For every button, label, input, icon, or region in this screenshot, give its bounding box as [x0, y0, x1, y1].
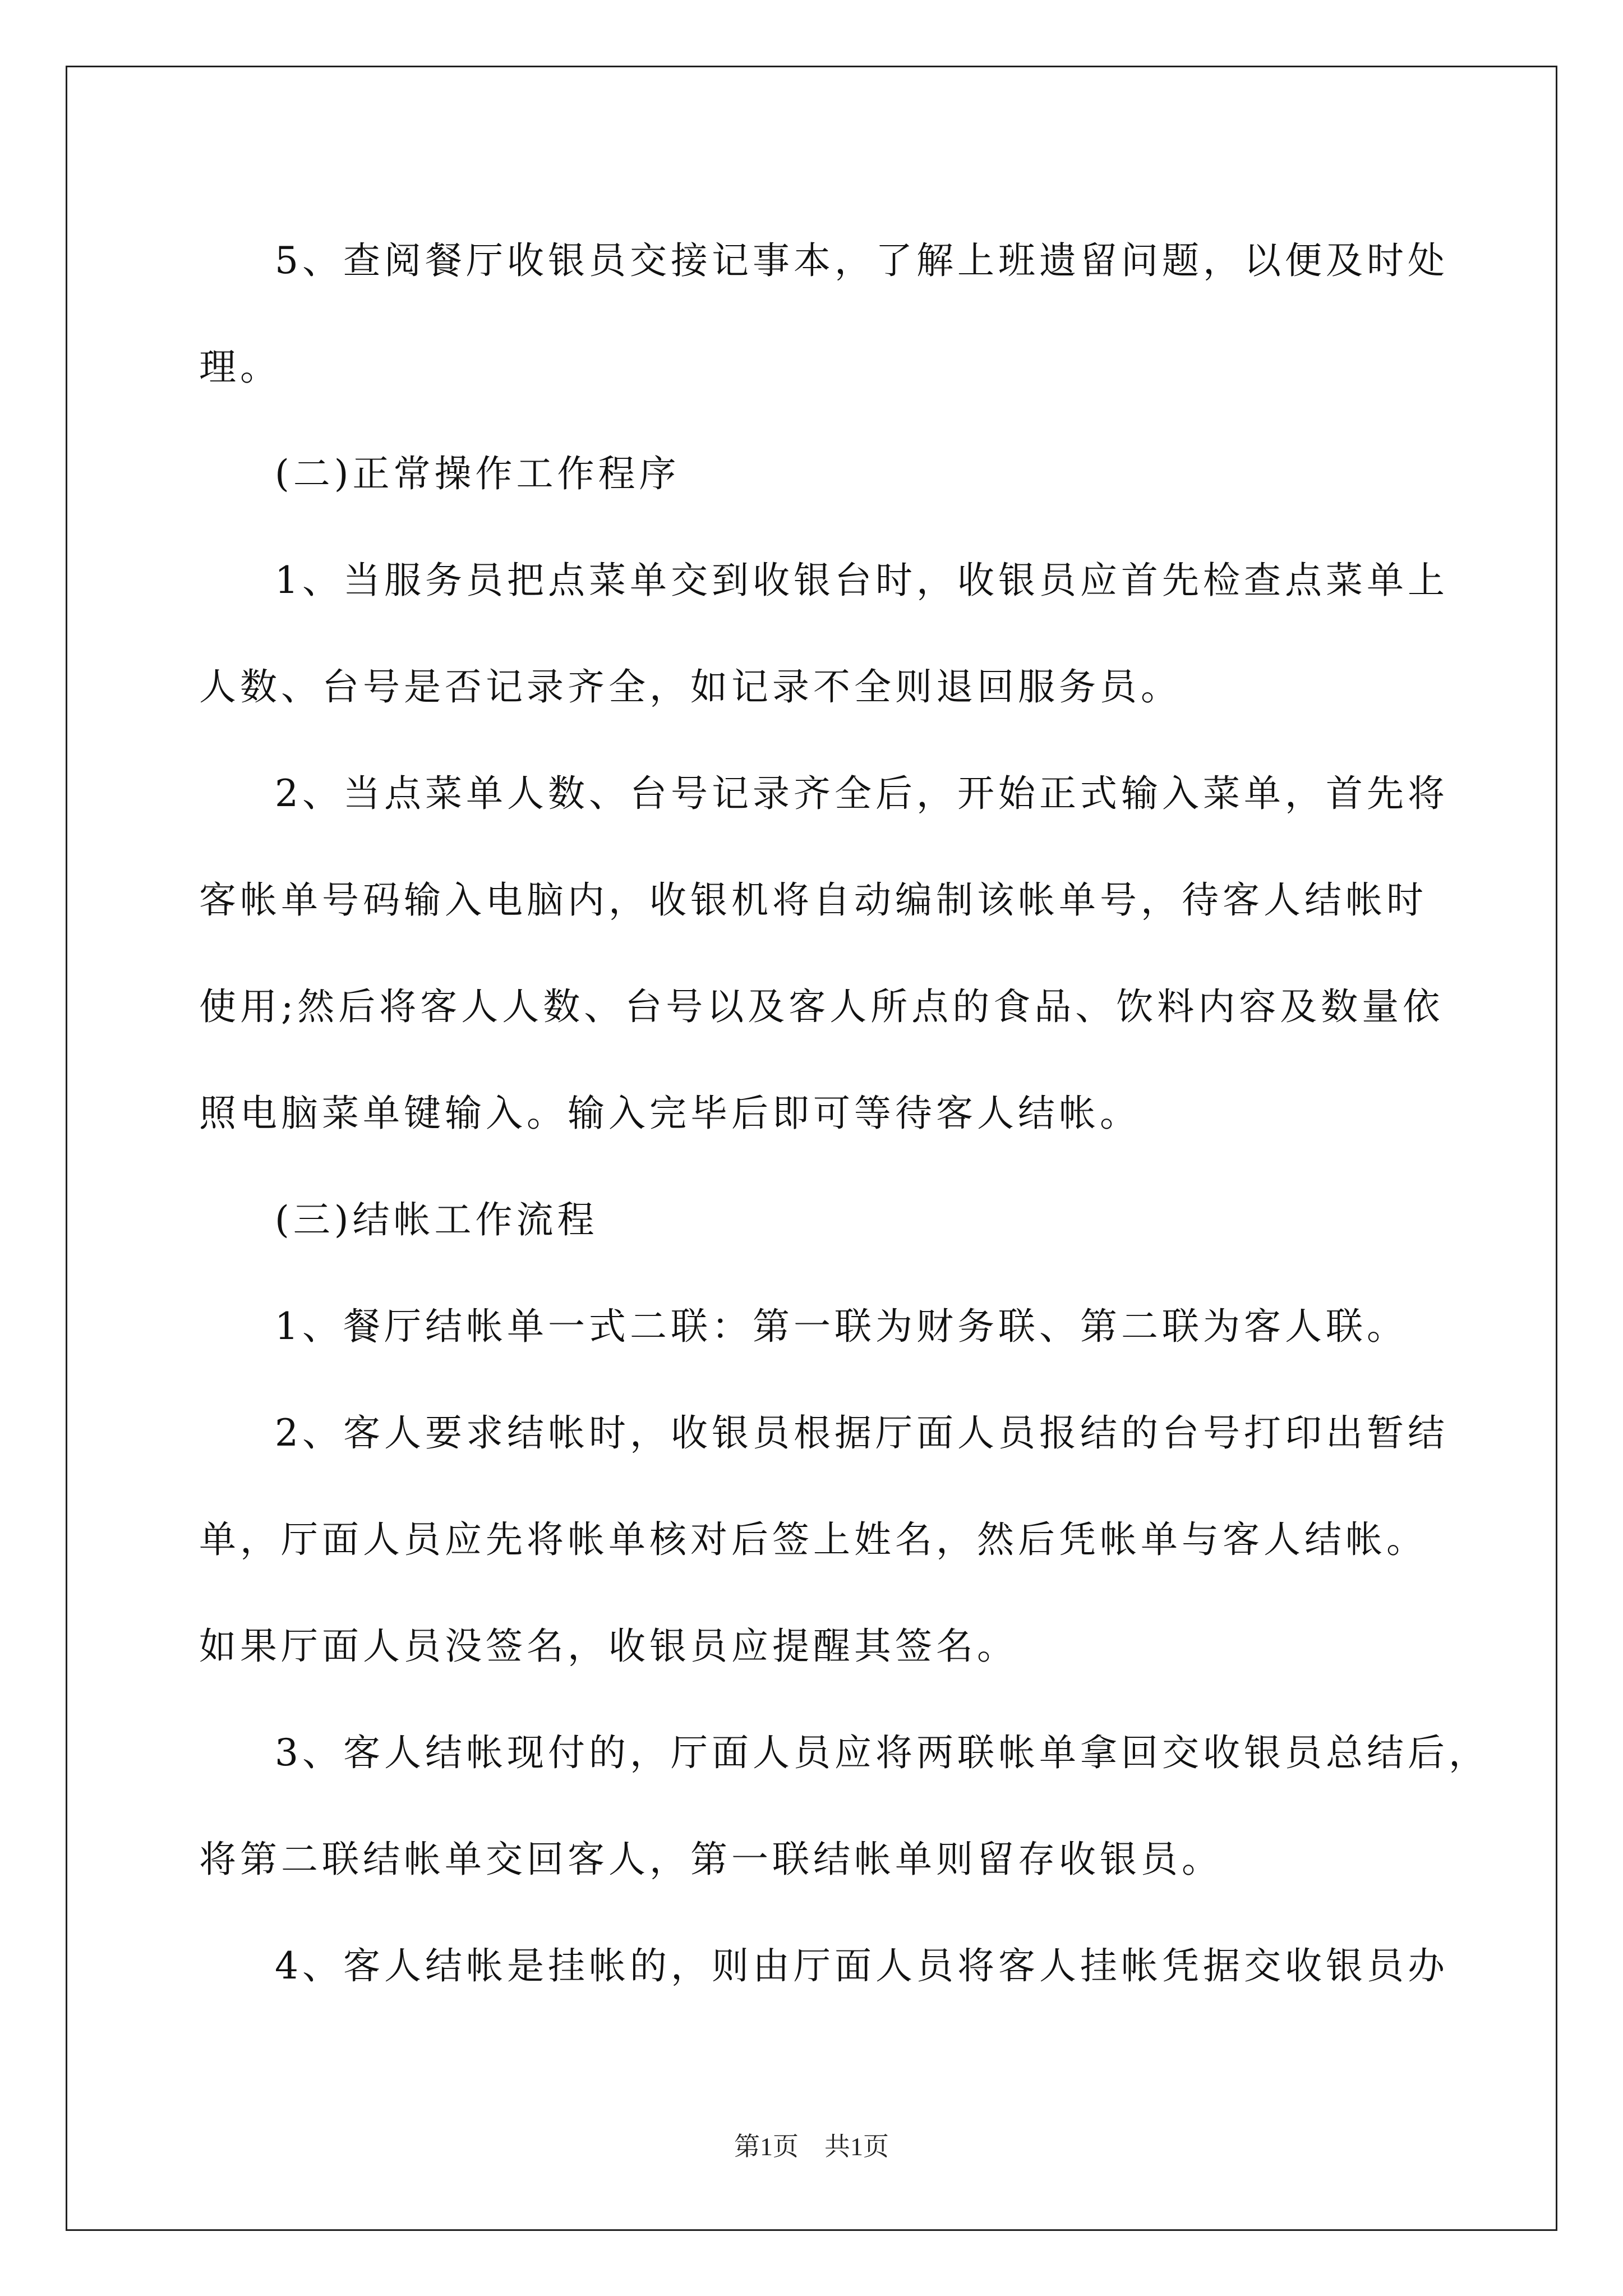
paragraph-line: 4、客人结帐是挂帐的，则由厅面人员将客人挂帐凭据交收银员办 — [275, 1944, 1449, 1987]
document-body — [199, 208, 1490, 2019]
section-heading: (三)结帐工作流程 — [275, 1198, 598, 1241]
paragraph-line: 3、客人结帐现付的，厅面人员应将两联帐单拿回交收银员总结后， — [275, 1731, 1490, 1774]
paragraph-line: 2、当点菜单人数、台号记录齐全后，开始正式输入菜单，首先将 — [275, 772, 1449, 815]
paragraph-line: 照电脑菜单键输入。输入完毕后即可等待客人结帐。 — [199, 1092, 1141, 1135]
paragraph-line: 1、当服务员把点菜单交到收银台时，收银员应首先检查点菜单上 — [275, 559, 1449, 602]
page-number-footer: 第1页 共1页 — [734, 2132, 889, 2161]
paragraph-line: 客帐单号码输入电脑内，收银机将自动编制该帐单号，待客人结帐时 — [199, 878, 1427, 922]
paragraph-line: 人数、台号是否记录齐全，如记录不全则退回服务员。 — [199, 665, 1182, 708]
paragraph-line: 单，厅面人员应先将帐单核对后签上姓名，然后凭帐单与客人结帐。 — [199, 1518, 1427, 1561]
paragraph-line: 使用;然后将客人人数、台号以及客人所点的食品、饮料内容及数量依 — [199, 985, 1444, 1028]
paragraph-line: 1、餐厅结帐单一式二联：第一联为财务联、第二联为客人联。 — [275, 1305, 1408, 1348]
paragraph-line: 5、查阅餐厅收银员交接记事本，了解上班遗留问题，以便及时处 — [275, 239, 1449, 282]
paragraph-line: 理。 — [199, 346, 281, 389]
section-heading: (二)正常操作工作程序 — [275, 452, 680, 495]
paragraph-line: 如果厅面人员没签名，收银员应提醒其签名。 — [199, 1625, 1018, 1668]
paragraph-line: 将第二联结帐单交回客人，第一联结帐单则留存收银员。 — [199, 1838, 1223, 1881]
paragraph-line: 2、客人要求结帐时，收银员根据厅面人员报结的台号打印出暂结 — [275, 1411, 1449, 1455]
